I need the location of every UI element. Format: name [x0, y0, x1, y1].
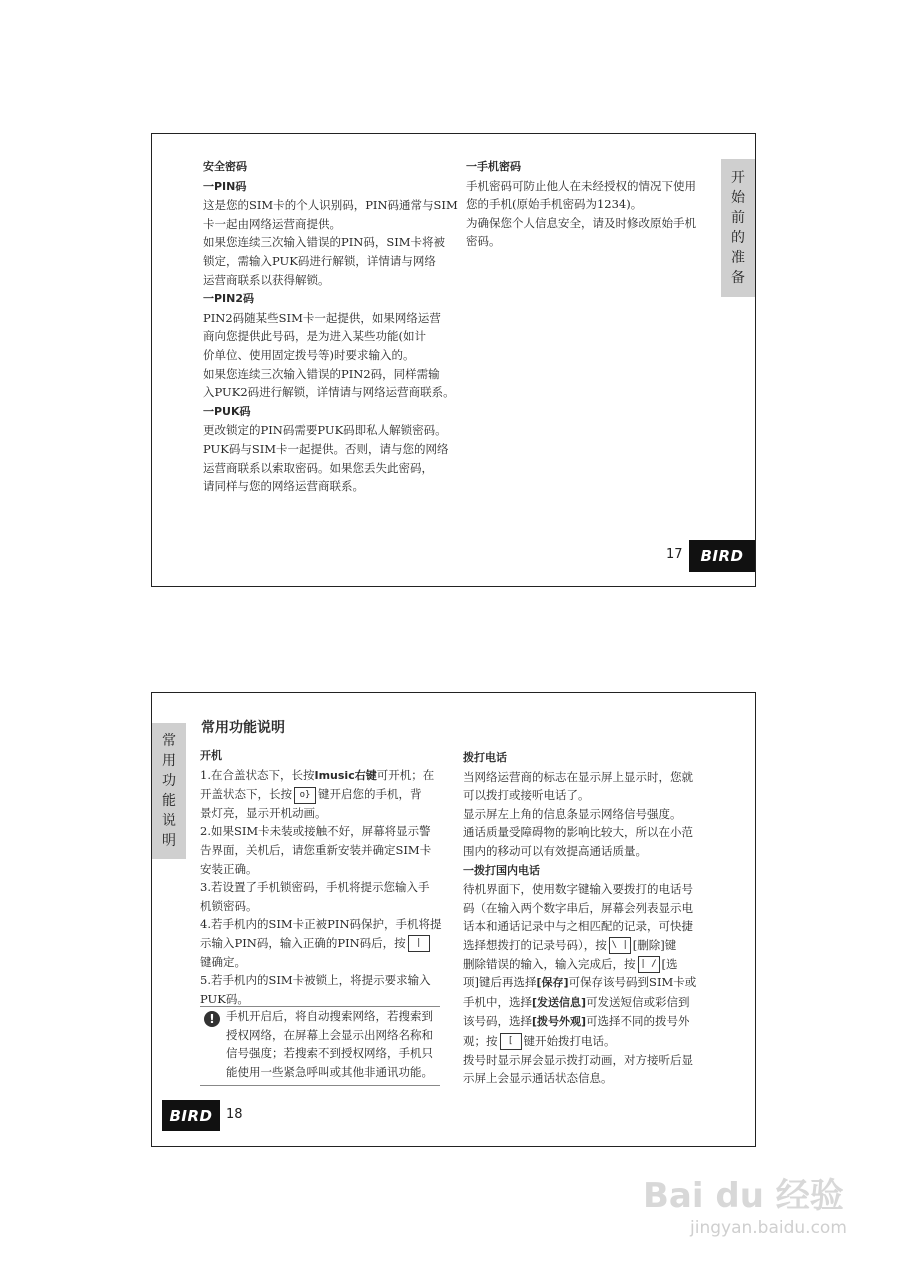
phone-line: 为确保您个人信息安全，请及时修改原始手机 [466, 215, 696, 230]
watermark-url: jingyan.baidu.com [690, 1218, 847, 1238]
pin-line: 锁定，需输入PUK码进行解锁，详情请与网络 [203, 253, 436, 268]
domestic-text: 选择想拨打的记录号码），按 [463, 937, 607, 952]
delete-key-icon: \ | [609, 937, 631, 954]
note-text [226, 1007, 433, 1081]
puk-title: 一PUK码 [203, 404, 251, 418]
call-key-icon: [ [500, 1033, 522, 1050]
note-line: 信号强度；若搜索不到授权网络，手机只 [226, 1046, 433, 1061]
domestic-text: 可保存该号码到SIM卡或 [568, 975, 697, 990]
pin-line: 运营商联系以获得解锁。 [203, 272, 330, 287]
chapter-tab-char: 始 [731, 190, 745, 206]
domestic-text: 可选择不同的拨号外 [586, 1014, 690, 1029]
bird-logo: BIRD [689, 540, 755, 572]
call-line: 可以拨打或接听电话了。 [463, 788, 590, 803]
puk-line: 更改锁定的PIN码需要PUK码即私人解锁密码。 [203, 423, 447, 438]
send-message-label: [发送信息] [532, 995, 587, 1009]
note-line: 授权网络，在屏幕上会显示出网络名称和 [226, 1027, 433, 1042]
domestic-text: 观；按 [463, 1033, 498, 1048]
step5-line: PUK码。 [200, 991, 249, 1006]
domestic-text: 键开始拨打电话。 [523, 1033, 616, 1048]
step4-line: 4.若手机内的SIM卡正被PIN码保护，手机将提 [200, 917, 442, 932]
domestic-line [463, 993, 718, 1013]
step1-text: 开盖状态下，长按 [200, 787, 292, 802]
puk-line: 请同样与您的网络运营商联系。 [203, 479, 364, 494]
chapter-tab-char: 前 [731, 210, 745, 226]
domestic-line: 码（在输入两个数字串后，屏幕会列表显示电 [463, 900, 693, 915]
step1-line [200, 766, 450, 786]
left-column [200, 747, 450, 1008]
power-key-icon: o} [294, 787, 316, 804]
domestic-line: 拨号时显示屏会显示拨打动画，对方接听后显 [463, 1052, 693, 1067]
chapter-tab [152, 723, 186, 859]
step3-line: 3.若设置了手机锁密码，手机将提示您输入手 [200, 880, 430, 895]
domestic-line [463, 1012, 718, 1032]
option-key-icon: | / [638, 956, 660, 973]
domestic-text: 可发送短信或彩信到 [586, 994, 690, 1009]
step3-line: 机锁密码。 [200, 898, 258, 913]
step1-text: 1.在合盖状态下，长按 [200, 767, 315, 782]
step5-line: 5.若手机内的SIM卡被锁上，将提示要求输入 [200, 973, 431, 988]
page-title: 常用功能说明 [201, 720, 285, 736]
phone-password-title: 一手机密码 [466, 160, 521, 173]
domestic-line [463, 1032, 718, 1051]
chapter-tab-char: 准 [731, 250, 745, 266]
puk-line: 运营商联系以索取密码。如果您丢失此密码， [203, 460, 433, 475]
boot-title: 开机 [200, 749, 222, 762]
puk-line: PUK码与SIM卡一起提供。否则，请与您的网络 [203, 441, 449, 456]
domestic-text: 键 [664, 937, 677, 952]
domestic-text: [选 [661, 956, 678, 971]
domestic-line [463, 955, 718, 974]
chapter-tab-char: 开 [731, 170, 745, 186]
chapter-tab-char: 明 [162, 833, 176, 849]
music-key-label: Imusic右键 [314, 768, 377, 782]
step1-text: 键开启您的手机，背 [318, 787, 422, 802]
domestic-text: 项]键后再选择 [463, 975, 537, 990]
right-column [466, 158, 716, 251]
warning-icon: ! [204, 1011, 220, 1027]
call-line: 围内的移动可以有效提高通话质量。 [463, 843, 647, 858]
chapter-tab-char: 能 [162, 793, 176, 809]
pin2-title: 一PIN2码 [203, 292, 255, 306]
delete-label: [删除] [632, 937, 665, 952]
step1-text: 可开机；在 [376, 767, 435, 782]
section-heading: 安全密码 [203, 160, 247, 173]
confirm-key-icon: | [408, 935, 430, 952]
phone-line: 手机密码可防止他人在未经授权的情况下使用 [466, 178, 696, 193]
chapter-tab-char: 用 [162, 753, 176, 769]
manual-page-17 [151, 133, 756, 587]
phone-line: 您的手机(原始手机密码为1234)。 [466, 197, 643, 212]
chapter-tab [721, 159, 755, 297]
chapter-tab-char: 说 [162, 813, 176, 829]
domestic-line: 示屏上会显示通话状态信息。 [463, 1071, 613, 1086]
step2-line: 告界面，关机后，请您重新安装并确定SIM卡 [200, 842, 432, 857]
step4-line [200, 934, 450, 953]
left-column [203, 158, 458, 496]
domestic-line [463, 973, 718, 993]
domestic-line: 话本和通话记录中与之相匹配的记录，可快捷 [463, 919, 693, 934]
pin2-line: 入PUK2码进行解锁，详情请与网络运营商联系。 [203, 385, 455, 400]
step1-line [200, 785, 450, 804]
dial-style-label: [拨号外观] [532, 1015, 587, 1029]
domestic-call-title: 一拨打国内电话 [463, 863, 540, 877]
pin-line: 如果您连续三次输入错误的PIN码，SIM卡将被 [203, 235, 446, 250]
step2-line: 安装正确。 [200, 861, 258, 876]
pin-line: 这是您的SIM卡的个人识别码，PIN码通常与SIM [203, 198, 458, 213]
pin2-line: 如果您连续三次输入错误的PIN2码，同样需输 [203, 366, 440, 381]
call-line: 显示屏左上角的信息条显示网络信号强度。 [463, 806, 682, 821]
page-number: 17 [666, 547, 683, 562]
step4-text: 示输入PIN码，输入正确的PIN码后，按 [200, 935, 406, 950]
pin2-line: PIN2码随某些SIM卡一起提供，如果网络运营 [203, 310, 441, 325]
domestic-line: 待机界面下，使用数字键输入要拨打的电话号 [463, 882, 693, 897]
right-column [463, 749, 718, 1088]
call-title: 拨打电话 [463, 751, 507, 764]
chapter-tab-char: 备 [731, 270, 745, 286]
phone-line: 密码。 [466, 234, 501, 249]
domestic-line [463, 936, 718, 955]
save-label: [保存] [536, 976, 569, 990]
pin2-line: 商向您提供此号码，是为进入某些功能(如计 [203, 329, 426, 344]
page-number: 18 [226, 1107, 243, 1122]
bird-logo: BIRD [162, 1100, 220, 1131]
note-box [200, 1006, 440, 1086]
note-line: 手机开启后，将自动搜索网络，若搜索到 [226, 1009, 433, 1023]
call-line: 通话质量受障碍物的影响比较大，所以在小范 [463, 825, 693, 840]
step4-line: 键确定。 [200, 954, 246, 969]
domestic-text: 删除错误的输入，输入完成后，按 [463, 956, 636, 971]
call-line: 当网络运营商的标志在显示屏上显示时，您就 [463, 769, 693, 784]
pin-title: 一PIN码 [203, 179, 247, 193]
watermark-brand: Bai du 经验 [643, 1176, 844, 1216]
manual-page-18 [151, 692, 756, 1147]
chapter-tab-char: 功 [162, 773, 176, 789]
pin-line: 卡一起由网络运营商提供。 [203, 216, 341, 231]
chapter-tab-char: 的 [731, 230, 745, 246]
domestic-text: 该号码，选择 [463, 1014, 532, 1029]
pin2-line: 价单位、使用固定拨号等)时要求输入的。 [203, 347, 415, 362]
chapter-tab-char: 常 [162, 733, 176, 749]
domestic-text: 手机中，选择 [463, 994, 532, 1009]
step1-line: 景灯亮，显示开机动画。 [200, 805, 327, 820]
step2-line: 2.如果SIM卡未装或接触不好，屏幕将显示警 [200, 824, 431, 839]
note-line: 能使用一些紧急呼叫或其他非通讯功能。 [226, 1064, 433, 1079]
